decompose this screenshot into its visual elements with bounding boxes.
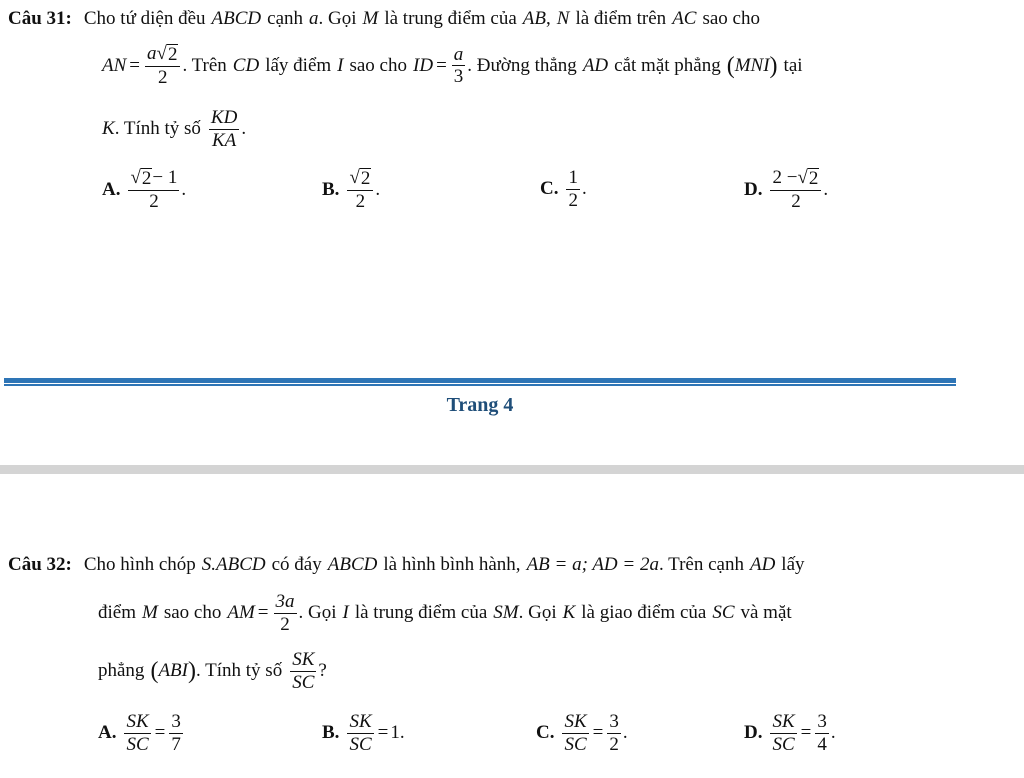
fraction bbox=[128, 168, 179, 212]
var: AD bbox=[749, 554, 776, 575]
num-tail: − 1 bbox=[152, 167, 178, 188]
text: lấy điểm bbox=[265, 54, 332, 76]
paren-close: ) bbox=[769, 52, 778, 79]
frac-num: SK bbox=[772, 711, 795, 732]
fraction-ratio bbox=[770, 712, 796, 755]
var: I bbox=[342, 602, 349, 624]
text: . Đường thẳng bbox=[467, 54, 577, 76]
dot: . bbox=[181, 178, 187, 200]
q31-option-c[interactable] bbox=[540, 168, 587, 211]
var: N bbox=[556, 8, 570, 29]
sqrt: √ 2 bbox=[349, 167, 371, 189]
q32-option-b[interactable] bbox=[322, 712, 405, 755]
equals: = bbox=[592, 722, 604, 744]
frac-num: KD bbox=[210, 107, 238, 128]
footer-rule bbox=[4, 378, 956, 383]
var: a bbox=[147, 43, 157, 64]
fraction-ratio bbox=[290, 650, 316, 693]
sqrt: √ 2 bbox=[130, 167, 152, 189]
fraction-an bbox=[145, 44, 180, 88]
option-label: C. bbox=[536, 722, 555, 744]
radicand: 2 bbox=[167, 44, 178, 65]
text: là hình bình hành, bbox=[383, 554, 521, 575]
equals: = bbox=[129, 54, 140, 76]
frac-den: 2 bbox=[149, 190, 159, 212]
q32-option-d[interactable] bbox=[744, 712, 836, 755]
fraction-value bbox=[815, 712, 829, 755]
text: Cho tứ diện đều bbox=[83, 8, 206, 29]
dot: . bbox=[622, 722, 628, 744]
text: phẳng bbox=[98, 660, 145, 682]
text: . Tính tỷ số bbox=[195, 660, 283, 682]
var: AN bbox=[102, 54, 127, 76]
text: . Gọi bbox=[318, 8, 357, 29]
frac-num: SK bbox=[126, 711, 149, 732]
page-number: Trang 4 bbox=[446, 394, 514, 416]
option-label: A. bbox=[102, 178, 121, 200]
fraction-value bbox=[169, 712, 183, 755]
frac-num bbox=[770, 168, 821, 191]
equals: = bbox=[377, 722, 389, 744]
q32-label: Câu 32: bbox=[8, 554, 72, 575]
text: là trung điểm của bbox=[354, 602, 488, 624]
frac-den: 3 bbox=[453, 66, 464, 88]
frac-num: 3 bbox=[609, 711, 619, 732]
text: . Tính tỷ số bbox=[114, 118, 201, 140]
text: . Gọi bbox=[298, 602, 337, 624]
var: AC bbox=[672, 8, 697, 29]
frac-num: a bbox=[453, 43, 464, 65]
var: SM bbox=[493, 602, 519, 624]
var: ABI bbox=[158, 660, 188, 682]
q31-line-3 bbox=[102, 108, 246, 151]
text: . bbox=[241, 118, 247, 140]
var: ABCD bbox=[327, 554, 378, 575]
frac-den: 2 bbox=[568, 189, 578, 211]
equals: = bbox=[800, 722, 812, 744]
footer-rule-thin bbox=[4, 384, 956, 386]
frac-num bbox=[347, 168, 373, 191]
text: là điểm trên bbox=[575, 8, 667, 29]
fraction bbox=[770, 168, 821, 212]
fraction bbox=[566, 168, 580, 211]
frac-den: 2 bbox=[609, 733, 619, 755]
q31-option-b[interactable] bbox=[322, 168, 380, 212]
paren-open: ( bbox=[726, 52, 735, 79]
text: sao cho bbox=[702, 8, 760, 29]
frac-num: SK bbox=[349, 711, 372, 732]
text: có đáy bbox=[271, 554, 322, 575]
dot: . bbox=[399, 722, 405, 744]
var: SC bbox=[712, 602, 735, 624]
var: K bbox=[102, 118, 115, 140]
dot: . bbox=[375, 178, 381, 200]
frac-den: 4 bbox=[817, 733, 827, 755]
var: MNI bbox=[734, 54, 770, 76]
var: K bbox=[562, 602, 576, 624]
fraction-ratio bbox=[209, 108, 239, 151]
value: 1 bbox=[390, 722, 400, 744]
fraction-am bbox=[274, 592, 297, 635]
radicand: 2 bbox=[360, 168, 371, 189]
fraction-id bbox=[452, 45, 466, 88]
q31-option-d[interactable] bbox=[744, 168, 828, 212]
frac-den: SC bbox=[349, 733, 372, 755]
text: . Trên cạnh bbox=[658, 554, 744, 575]
option-label: D. bbox=[744, 722, 763, 744]
var: CD bbox=[232, 54, 260, 76]
fraction-ratio bbox=[347, 712, 373, 755]
frac-num: SK bbox=[564, 711, 587, 732]
var: AM bbox=[227, 602, 255, 624]
frac-den: SC bbox=[292, 671, 315, 693]
page-gap bbox=[0, 465, 1024, 474]
fraction-value bbox=[607, 712, 621, 755]
paren-open: ( bbox=[150, 658, 159, 685]
equals: = bbox=[436, 54, 447, 76]
frac-den: SC bbox=[126, 733, 149, 755]
var: M bbox=[142, 602, 158, 624]
text: cạnh bbox=[267, 8, 304, 29]
frac-den: 2 bbox=[157, 66, 168, 88]
option-label: B. bbox=[322, 178, 340, 200]
q31-label: Câu 31: bbox=[8, 8, 72, 29]
fraction-ratio bbox=[124, 712, 150, 755]
dot: . bbox=[823, 178, 829, 200]
frac-den: 2 bbox=[791, 190, 801, 212]
text: sao cho bbox=[349, 54, 407, 76]
frac-den: 2 bbox=[355, 190, 366, 212]
paren-close: ) bbox=[187, 658, 196, 685]
fraction bbox=[347, 168, 373, 212]
var: ID bbox=[413, 54, 434, 76]
var: AD bbox=[582, 54, 609, 76]
frac-den: 7 bbox=[171, 733, 181, 755]
frac-num: 3 bbox=[817, 711, 827, 732]
frac-den: 2 bbox=[280, 613, 290, 635]
frac-num: 3 bbox=[171, 711, 181, 732]
text: tại bbox=[783, 54, 803, 76]
option-label: C. bbox=[540, 178, 559, 200]
fraction-ratio bbox=[562, 712, 588, 755]
q32-option-a[interactable] bbox=[98, 712, 185, 755]
dot: . bbox=[830, 722, 836, 744]
equals: = bbox=[154, 722, 166, 744]
radicand: 2 bbox=[141, 168, 152, 189]
equals: = bbox=[257, 602, 269, 624]
page-bottom bbox=[0, 474, 1024, 778]
sqrt: √ 2 bbox=[156, 43, 178, 65]
text: lấy bbox=[781, 554, 805, 575]
var: AB bbox=[522, 8, 546, 29]
radicand: 2 bbox=[808, 168, 819, 189]
frac-den: SC bbox=[564, 733, 587, 755]
q32-option-c[interactable] bbox=[536, 712, 628, 755]
var: S.ABCD bbox=[201, 554, 266, 575]
text: sao cho bbox=[163, 602, 222, 624]
frac-num: 3a bbox=[275, 591, 295, 612]
q31-line-2 bbox=[102, 44, 803, 88]
frac-num bbox=[128, 168, 179, 191]
q32-line-3 bbox=[98, 650, 327, 693]
q32-line-1 bbox=[8, 554, 805, 576]
text: , bbox=[546, 8, 551, 29]
num-head: 2 − bbox=[772, 167, 798, 188]
q32-line-2 bbox=[98, 592, 792, 635]
text: . Gọi bbox=[518, 602, 557, 624]
text: là trung điểm của bbox=[384, 8, 517, 29]
text: ? bbox=[318, 660, 327, 682]
text: là giao điểm của bbox=[581, 602, 707, 624]
frac-den: KA bbox=[211, 129, 237, 151]
text: cắt mặt phẳng bbox=[614, 54, 721, 76]
var: I bbox=[337, 54, 344, 76]
var: AB = a; AD = 2a bbox=[526, 554, 659, 575]
text: và mặt bbox=[740, 602, 792, 624]
text: Cho hình chóp bbox=[83, 554, 196, 575]
text: điểm bbox=[98, 602, 136, 624]
q31-option-a[interactable] bbox=[102, 168, 186, 212]
var: M bbox=[362, 8, 379, 29]
frac-num: 1 bbox=[568, 167, 578, 188]
var: ABCD bbox=[211, 8, 262, 29]
frac-den: SC bbox=[772, 733, 795, 755]
option-label: D. bbox=[744, 178, 763, 200]
var: a bbox=[309, 8, 319, 29]
q31-line-1 bbox=[8, 8, 760, 30]
frac-num: SK bbox=[292, 649, 315, 670]
text: . Trên bbox=[182, 54, 227, 76]
option-label: A. bbox=[98, 722, 117, 744]
dot: . bbox=[581, 178, 587, 200]
frac-num bbox=[145, 44, 180, 67]
option-label: B. bbox=[322, 722, 340, 744]
sqrt: √ 2 bbox=[797, 167, 819, 189]
